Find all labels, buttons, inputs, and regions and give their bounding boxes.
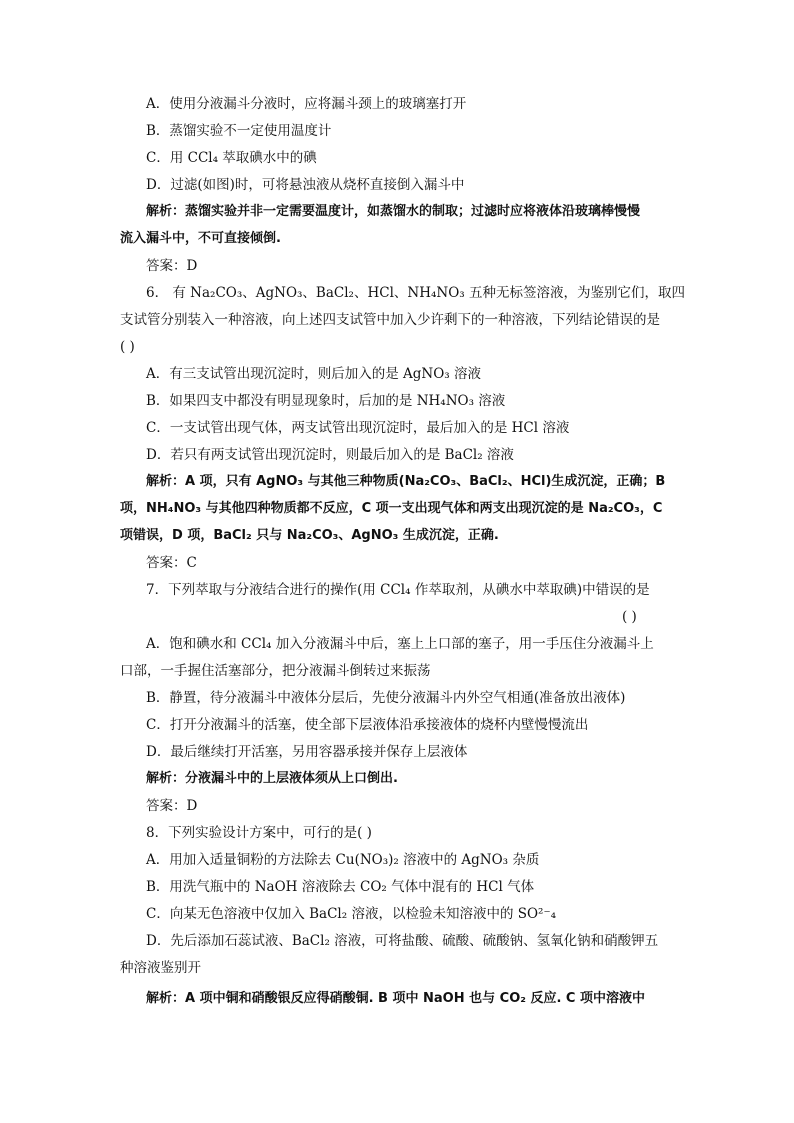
q7-option-d: D．最后继续打开活塞，另用容器承接并保存上层液体	[146, 744, 468, 760]
q5-answer: 答案：D	[146, 258, 198, 274]
q6-option-c: C．一支试管出现气体，两支试管出现沉淀时，最后加入的是 HCl 溶液	[146, 420, 570, 436]
q6-option-a: A．有三支试管出现沉淀时，则后加入的是 AgNO₃ 溶液	[146, 366, 482, 382]
q7-option-a: A．饱和碘水和 CCl₄ 加入分液漏斗中后，塞上上口部的塞子，用一手压住分液漏斗上	[146, 636, 654, 652]
q6-option-d: D．若只有两支试管出现沉淀时，则最后加入的是 BaCl₂ 溶液	[146, 447, 514, 463]
q8-option-a: A．用加入适量铜粉的方法除去 Cu(NO₃)₂ 溶液中的 AgNO₃ 杂质	[146, 852, 540, 868]
q7-answer-paren: ( )	[622, 609, 637, 625]
q6-stem: 6． 有 Na₂CO₃、AgNO₃、BaCl₂、HCl、NH₄NO₃ 五种无标签溶液，为鉴别它们，取四	[146, 285, 685, 301]
q8-stem: 8．下列实验设计方案中，可行的是( )	[146, 825, 372, 841]
q7-explanation: 解析：分液漏斗中的上层液体须从上口倒出.	[146, 771, 398, 786]
q5-option-a: A．使用分液漏斗分液时，应将漏斗颈上的玻璃塞打开	[146, 96, 467, 112]
q6-option-b: B．如果四支中都没有明显现象时，后加的是 NH₄NO₃ 溶液	[146, 393, 506, 409]
q7-answer: 答案：D	[146, 798, 198, 814]
q8-option-b: B．用洗气瓶中的 NaOH 溶液除去 CO₂ 气体中混有的 HCl 气体	[146, 879, 535, 895]
q7-option-a-cont: 口部，一手握住活塞部分，把分液漏斗倒转过来振荡	[120, 663, 431, 679]
q5-explanation-cont: 流入漏斗中，不可直接倾倒.	[120, 231, 281, 246]
q5-explanation: 解析：蒸馏实验并非一定需要温度计，如蒸馏水的制取；过滤时应将液体沿玻璃棒慢慢	[146, 204, 641, 219]
q8-option-d: D．先后添加石蕊试液、BaCl₂ 溶液，可将盐酸、硫酸、硫酸钠、氢氧化钠和硝酸钾五	[146, 933, 659, 949]
q8-explanation: 解析：A 项中铜和硝酸银反应得硝酸铜. B 项中 NaOH 也与 CO₂ 反应. C 项中溶液中	[146, 991, 645, 1006]
q6-explanation-cont2: 项错误，D 项，BaCl₂ 只与 Na₂CO₃、AgNO₃ 生成沉淀，正确.	[120, 528, 499, 543]
q6-answer-paren: ( )	[120, 339, 135, 355]
q7-stem: 7．下列萃取与分液结合进行的操作(用 CCl₄ 作萃取剂，从碘水中萃取碘)中错误的是	[146, 582, 650, 598]
q6-explanation: 解析：A 项，只有 AgNO₃ 与其他三种物质(Na₂CO₃、BaCl₂、HCl)生成沉淀，正确；B	[146, 474, 666, 489]
q5-option-b: B．蒸馏实验不一定使用温度计	[146, 123, 332, 139]
q7-option-c: C．打开分液漏斗的活塞，使全部下层液体沿承接液体的烧杯内壁慢慢流出	[146, 717, 589, 733]
q5-option-d: D．过滤(如图)时，可将悬浊液从烧杯直接倒入漏斗中	[146, 177, 465, 193]
q7-option-b: B．静置，待分液漏斗中液体分层后，先使分液漏斗内外空气相通(准备放出液体)	[146, 690, 626, 706]
q6-stem-cont: 支试管分别装入一种溶液，向上述四支试管中加入少许剩下的一种溶液，下列结论错误的是	[120, 312, 660, 328]
q5-option-c: C．用 CCl₄ 萃取碘水中的碘	[146, 150, 317, 166]
q6-explanation-cont: 项，NH₄NO₃ 与其他四种物质都不反应，C 项一支出现气体和两支出现沉淀的是 Na₂CO₃，C	[120, 501, 663, 516]
q8-option-d-cont: 种溶液鉴别开	[120, 960, 201, 976]
q8-option-c: C．向某无色溶液中仅加入 BaCl₂ 溶液，以检验未知溶液中的 SO²⁻₄	[146, 906, 556, 922]
q6-answer: 答案：C	[146, 555, 197, 571]
